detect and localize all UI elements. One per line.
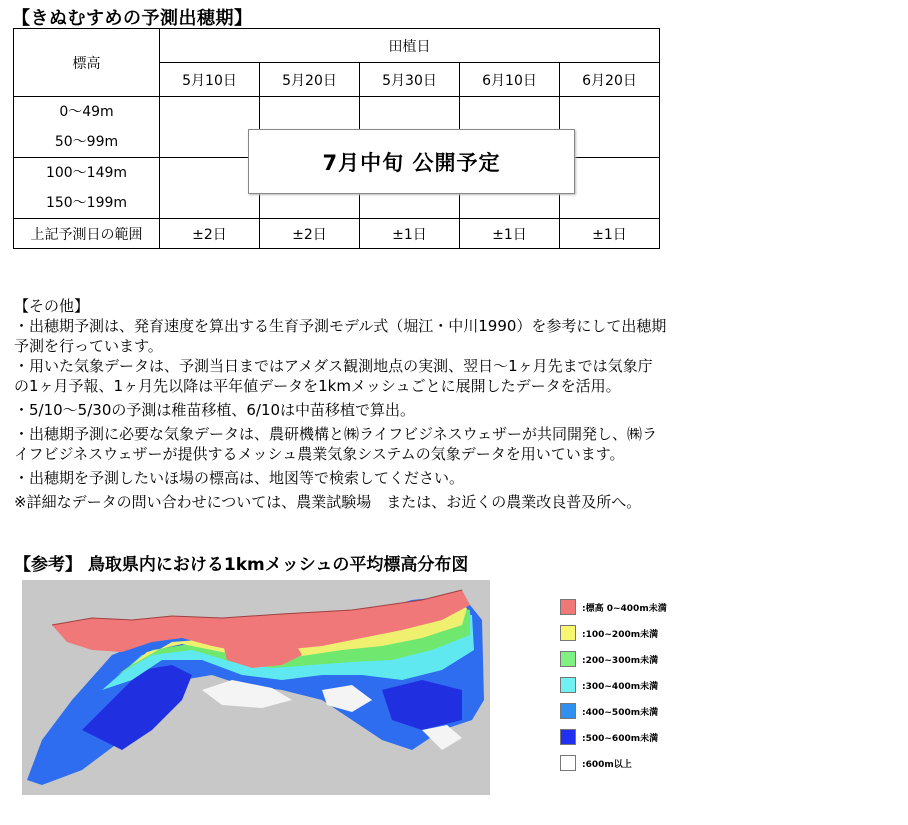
elevation-label: 0～49m <box>59 104 114 120</box>
legend-swatch <box>560 651 576 667</box>
legend-swatch <box>560 703 576 719</box>
elevation-label: 50～99m <box>54 134 119 150</box>
note-line: ・出穂期予測は、発育速度を算出する生育予測モデル式（堀江・中川1990）を参考にして出穂期 <box>14 317 667 335</box>
note-line: の1ヶ月予報、1ヶ月先以降は平年値データを1kmメッシュごとに展開したデータを活用。 <box>14 377 621 395</box>
legend-item <box>560 622 667 644</box>
legend-label: :400~500m未満 <box>582 707 659 718</box>
publication-notice: 7月中旬 公開予定 <box>248 129 575 194</box>
legend-swatch <box>560 599 576 615</box>
elevation-group <box>14 158 160 219</box>
range-value: ±1日 <box>360 219 460 249</box>
notes-footer: ※詳細なデータの問い合わせについては、農業試験場 または、お近くの農業改良普及所へ。 <box>14 493 642 511</box>
legend-item <box>560 596 667 618</box>
legend-item <box>560 648 667 670</box>
reference-title: 【参考】 鳥取県内における1kmメッシュの平均標高分布図 <box>14 555 469 575</box>
date-header: 5月20日 <box>260 63 360 97</box>
legend-label: :200~300m未満 <box>582 655 659 666</box>
elevation-label: 100～149m <box>45 165 128 181</box>
note-line: ・用いた気象データは、予測当日まではアメダス観測地点の実測、翌日～1ヶ月先までは気象庁 <box>14 357 653 375</box>
elevation-group <box>14 97 160 158</box>
range-value: ±1日 <box>560 219 660 249</box>
note-line: ・出穂期を予測したいほ場の標高は、地図等で検索してください。 <box>14 469 465 487</box>
date-header: 5月30日 <box>360 63 460 97</box>
elevation-map <box>22 580 490 795</box>
legend-swatch <box>560 729 576 745</box>
range-label: 上記予測日の範囲 <box>14 219 160 249</box>
legend-item <box>560 752 667 774</box>
legend-item <box>560 674 667 696</box>
table-cell <box>160 97 260 158</box>
legend-item <box>560 726 667 748</box>
date-header: 6月20日 <box>560 63 660 97</box>
elevation-map-image <box>22 580 490 795</box>
range-value: ±1日 <box>460 219 560 249</box>
note-line: ・出穂期予測に必要な気象データは、農研機構と㈱ライフビジネスウェザーが共同開発し、㈱ラ <box>14 425 658 443</box>
range-value: ±2日 <box>160 219 260 249</box>
note-line: イフビジネスウェザーが提供するメッシュ農業気象システムの気象データを用いています。 <box>14 445 625 463</box>
legend-label: :標高 0~400m未満 <box>582 603 667 614</box>
legend-swatch <box>560 755 576 771</box>
date-header: 6月10日 <box>460 63 560 97</box>
legend-label: :500~600m未満 <box>582 733 659 744</box>
legend-item <box>560 700 667 722</box>
note-line: ・5/10～5/30の予測は稚苗移植、6/10は中苗移植で算出。 <box>14 401 416 419</box>
note-line: 予測を行っています。 <box>14 337 163 355</box>
legend-label: :300~400m未満 <box>582 681 659 692</box>
table-cell <box>160 158 260 219</box>
legend-label: :600m以上 <box>582 759 632 770</box>
notes-heading: 【その他】 <box>14 297 90 315</box>
range-value: ±2日 <box>260 219 360 249</box>
planting-date-header: 田植日 <box>160 29 660 63</box>
elevation-label: 150～199m <box>45 195 128 211</box>
legend-swatch <box>560 625 576 641</box>
map-legend <box>560 596 667 778</box>
notes-section <box>14 296 734 512</box>
elevation-header: 標高 <box>14 29 160 97</box>
date-header: 5月10日 <box>160 63 260 97</box>
legend-label: :100~200m未満 <box>582 629 659 640</box>
legend-swatch <box>560 677 576 693</box>
page-title: 【きぬむすめの予測出穂期】 <box>12 8 253 29</box>
